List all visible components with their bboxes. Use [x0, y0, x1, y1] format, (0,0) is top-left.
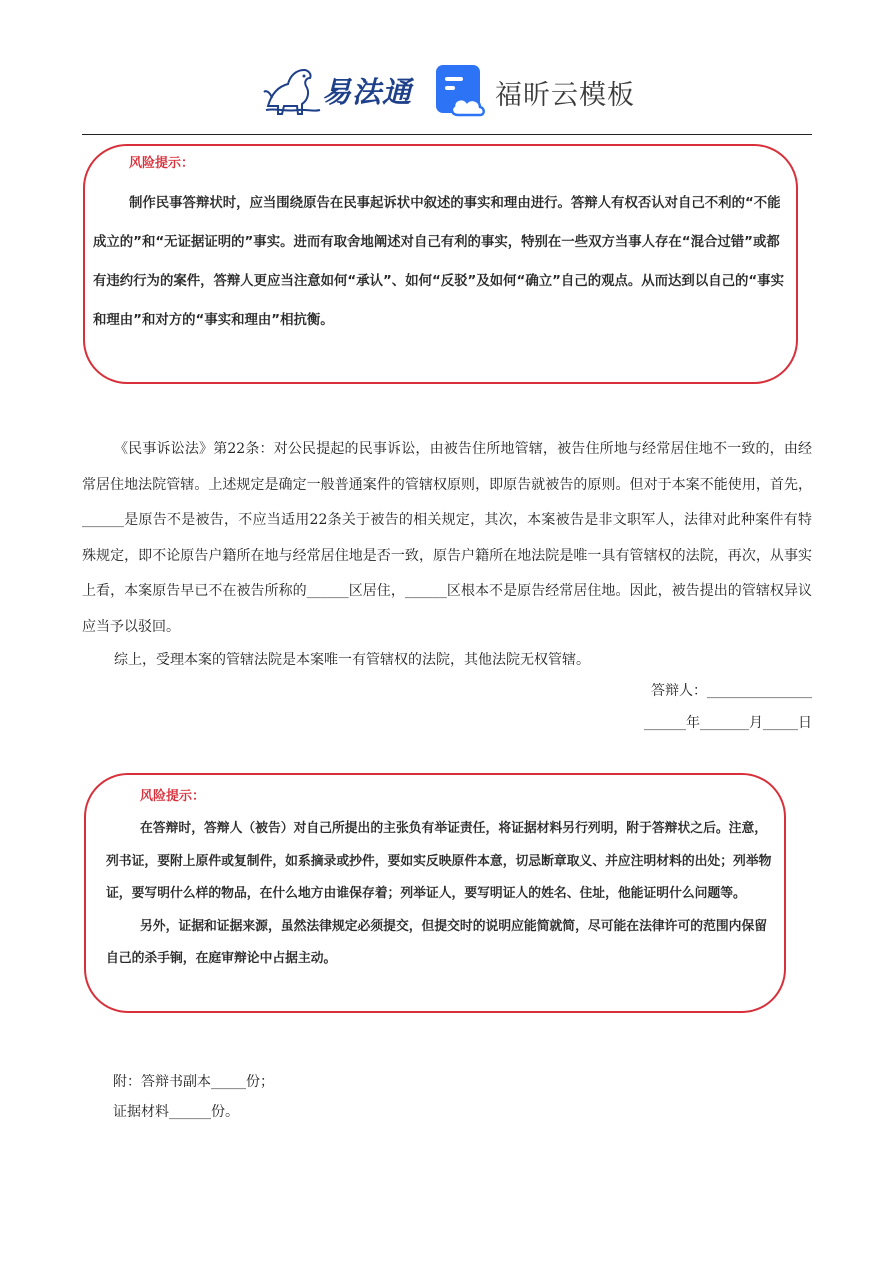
date-line: ______年_______月_____日 [644, 715, 812, 731]
foxit-cloud-template-logo-text: 福昕云模板 [495, 80, 635, 111]
header-divider [82, 134, 812, 135]
respondent-signature-line: 答辩人：_______________ [651, 683, 812, 699]
yifatong-logo-text: 易法通 [322, 75, 413, 109]
yifatong-logo [262, 62, 412, 118]
horse-emblem-icon [262, 62, 322, 118]
conclusion-paragraph: 综上，受理本案的管辖法院是本案唯一有管辖权的法院，其他法院无权管辖。 [114, 652, 590, 668]
page-header [0, 60, 893, 124]
risk-warning-box [83, 144, 798, 384]
risk-warning-text: 在答辩时，答辩人（被告）对自己所提出的主张负有举证责任，将证据材料另行列明，附于答辩状之后。注意，列书证，要附上原件或复制件，如系摘录或抄件，要如实反映原件本意，切忌断章取义、并应注明材料的出处；列举物证，要写明什么样的物品，在什么地方由谁保存着；列举证人，要写明证人的姓名、住址，他能证明什么问题等。 [106, 821, 772, 901]
jurisdiction-argument-paragraph: 《民事诉讼法》第22条：对公民提起的民事诉讼，由被告住所地管辖，被告住所地与经常居住地不一致的，由经常居住地法院管辖。上述规定是确定一般普通案件的管辖权原则，即原告就被告的原则。但对于本案不能使用，首先，______是原告不是被告，不应当适用22条关于被告的相关规定，其次，本案被告是非文职军人，法律对此种案件有特殊规定，即不论原告户籍所在地与经常居住地是否一致，原告户籍所在地法院是唯一具有管辖权的法院，再次，从事实上看，本案原告早已不在被告所称的______区居住，______区根本不是原告经常居住地。因此，被告提出的管辖权异议应当予以驳回。 [82, 441, 812, 635]
risk-warning-title: 风险提示： [140, 789, 206, 804]
risk-warning-text: 制作民事答辩状时，应当围绕原告在民事起诉状中叙述的事实和理由进行。答辩人有权否认对自己不利的“不能成立的”和“无证据证明的”事实。进而有取舍地阐述对自己有利的事实，特别在一些双方当事人存在“混合过错”或都有违约行为的案件，答辩人更应当注意如何“承认”、如何“反驳”及如何“确立”自己的观点。从而达到以自己的“事实和理由”和对方的“事实和理由”相抗衡。 [93, 196, 784, 328]
risk-warning-title: 风险提示： [129, 156, 195, 171]
attachment-evidence-line: 证据材料______份。 [113, 1104, 239, 1120]
foxit-cloud-template-icon [436, 65, 486, 117]
document-body [82, 432, 812, 675]
risk-warning-text: 另外，证据和证据来源，虽然法律规定必须提交，但提交时的说明应能简就简，尽可能在法律许可的范围内保留自己的杀手锏，在庭审辩论中占据主动。 [106, 918, 768, 966]
risk-warning-box [84, 773, 786, 1013]
attachment-copies-line: 附：答辩书副本_____份； [113, 1074, 274, 1090]
